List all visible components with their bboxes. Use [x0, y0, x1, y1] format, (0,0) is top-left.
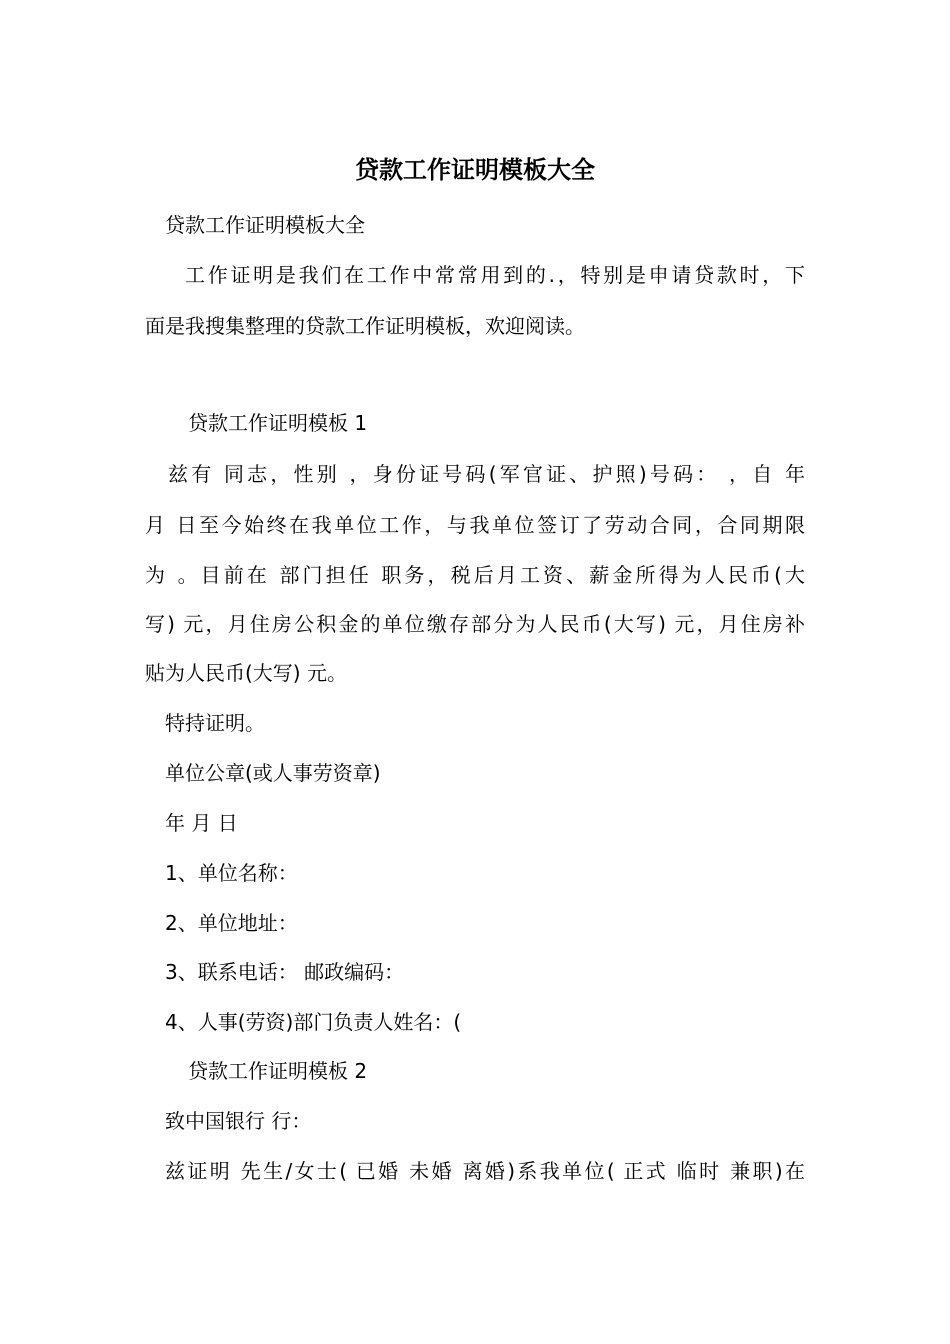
item-company-name: 1、单位名称：: [165, 861, 298, 885]
template2-para-line-1: 兹证明 先生/女士( 已婚 未婚 离婚)系我单位( 正式 临时 兼职)在: [165, 1159, 805, 1183]
proof-statement: 特持证明。: [165, 711, 265, 735]
date-line: 年 月 日: [165, 811, 238, 835]
template1-heading: 贷款工作证明模板 1: [188, 411, 368, 435]
template2-addressee: 致中国银行 行：: [165, 1109, 312, 1133]
intro-line-1: 工作证明是我们在工作中常常用到的.，特别是申请贷款时，下: [185, 263, 805, 287]
template1-para-line-1: 兹有 同志，性别 ，身份证号码(军官证、护照)号码： ，自 年: [168, 462, 805, 486]
subtitle: 贷款工作证明模板大全: [165, 213, 365, 237]
seal-line: 单位公章(或人事劳资章): [165, 761, 381, 785]
template1-para-line-2: 月 日至今始终在我单位工作，与我单位签订了劳动合同，合同期限: [145, 513, 805, 537]
document-title: 贷款工作证明模板大全: [355, 156, 595, 184]
item-hr-contact: 4、人事(劳资)部门负责人姓名：(: [165, 1010, 462, 1034]
item-contact-phone: 3、联系电话： 邮政编码：: [165, 960, 405, 984]
template1-para-line-5: 贴为人民币(大写) 元。: [145, 661, 347, 685]
template1-para-line-3: 为 。目前在 部门担任 职务，税后月工资、薪金所得为人民币(大: [145, 563, 805, 587]
item-company-address: 2、单位地址：: [165, 911, 298, 935]
template2-heading: 贷款工作证明模板 2: [188, 1059, 368, 1083]
intro-line-2: 面是我搜集整理的贷款工作证明模板，欢迎阅读。: [145, 314, 585, 338]
template1-para-line-4: 写) 元，月住房公积金的单位缴存部分为人民币(大写) 元，月住房补: [145, 612, 805, 636]
